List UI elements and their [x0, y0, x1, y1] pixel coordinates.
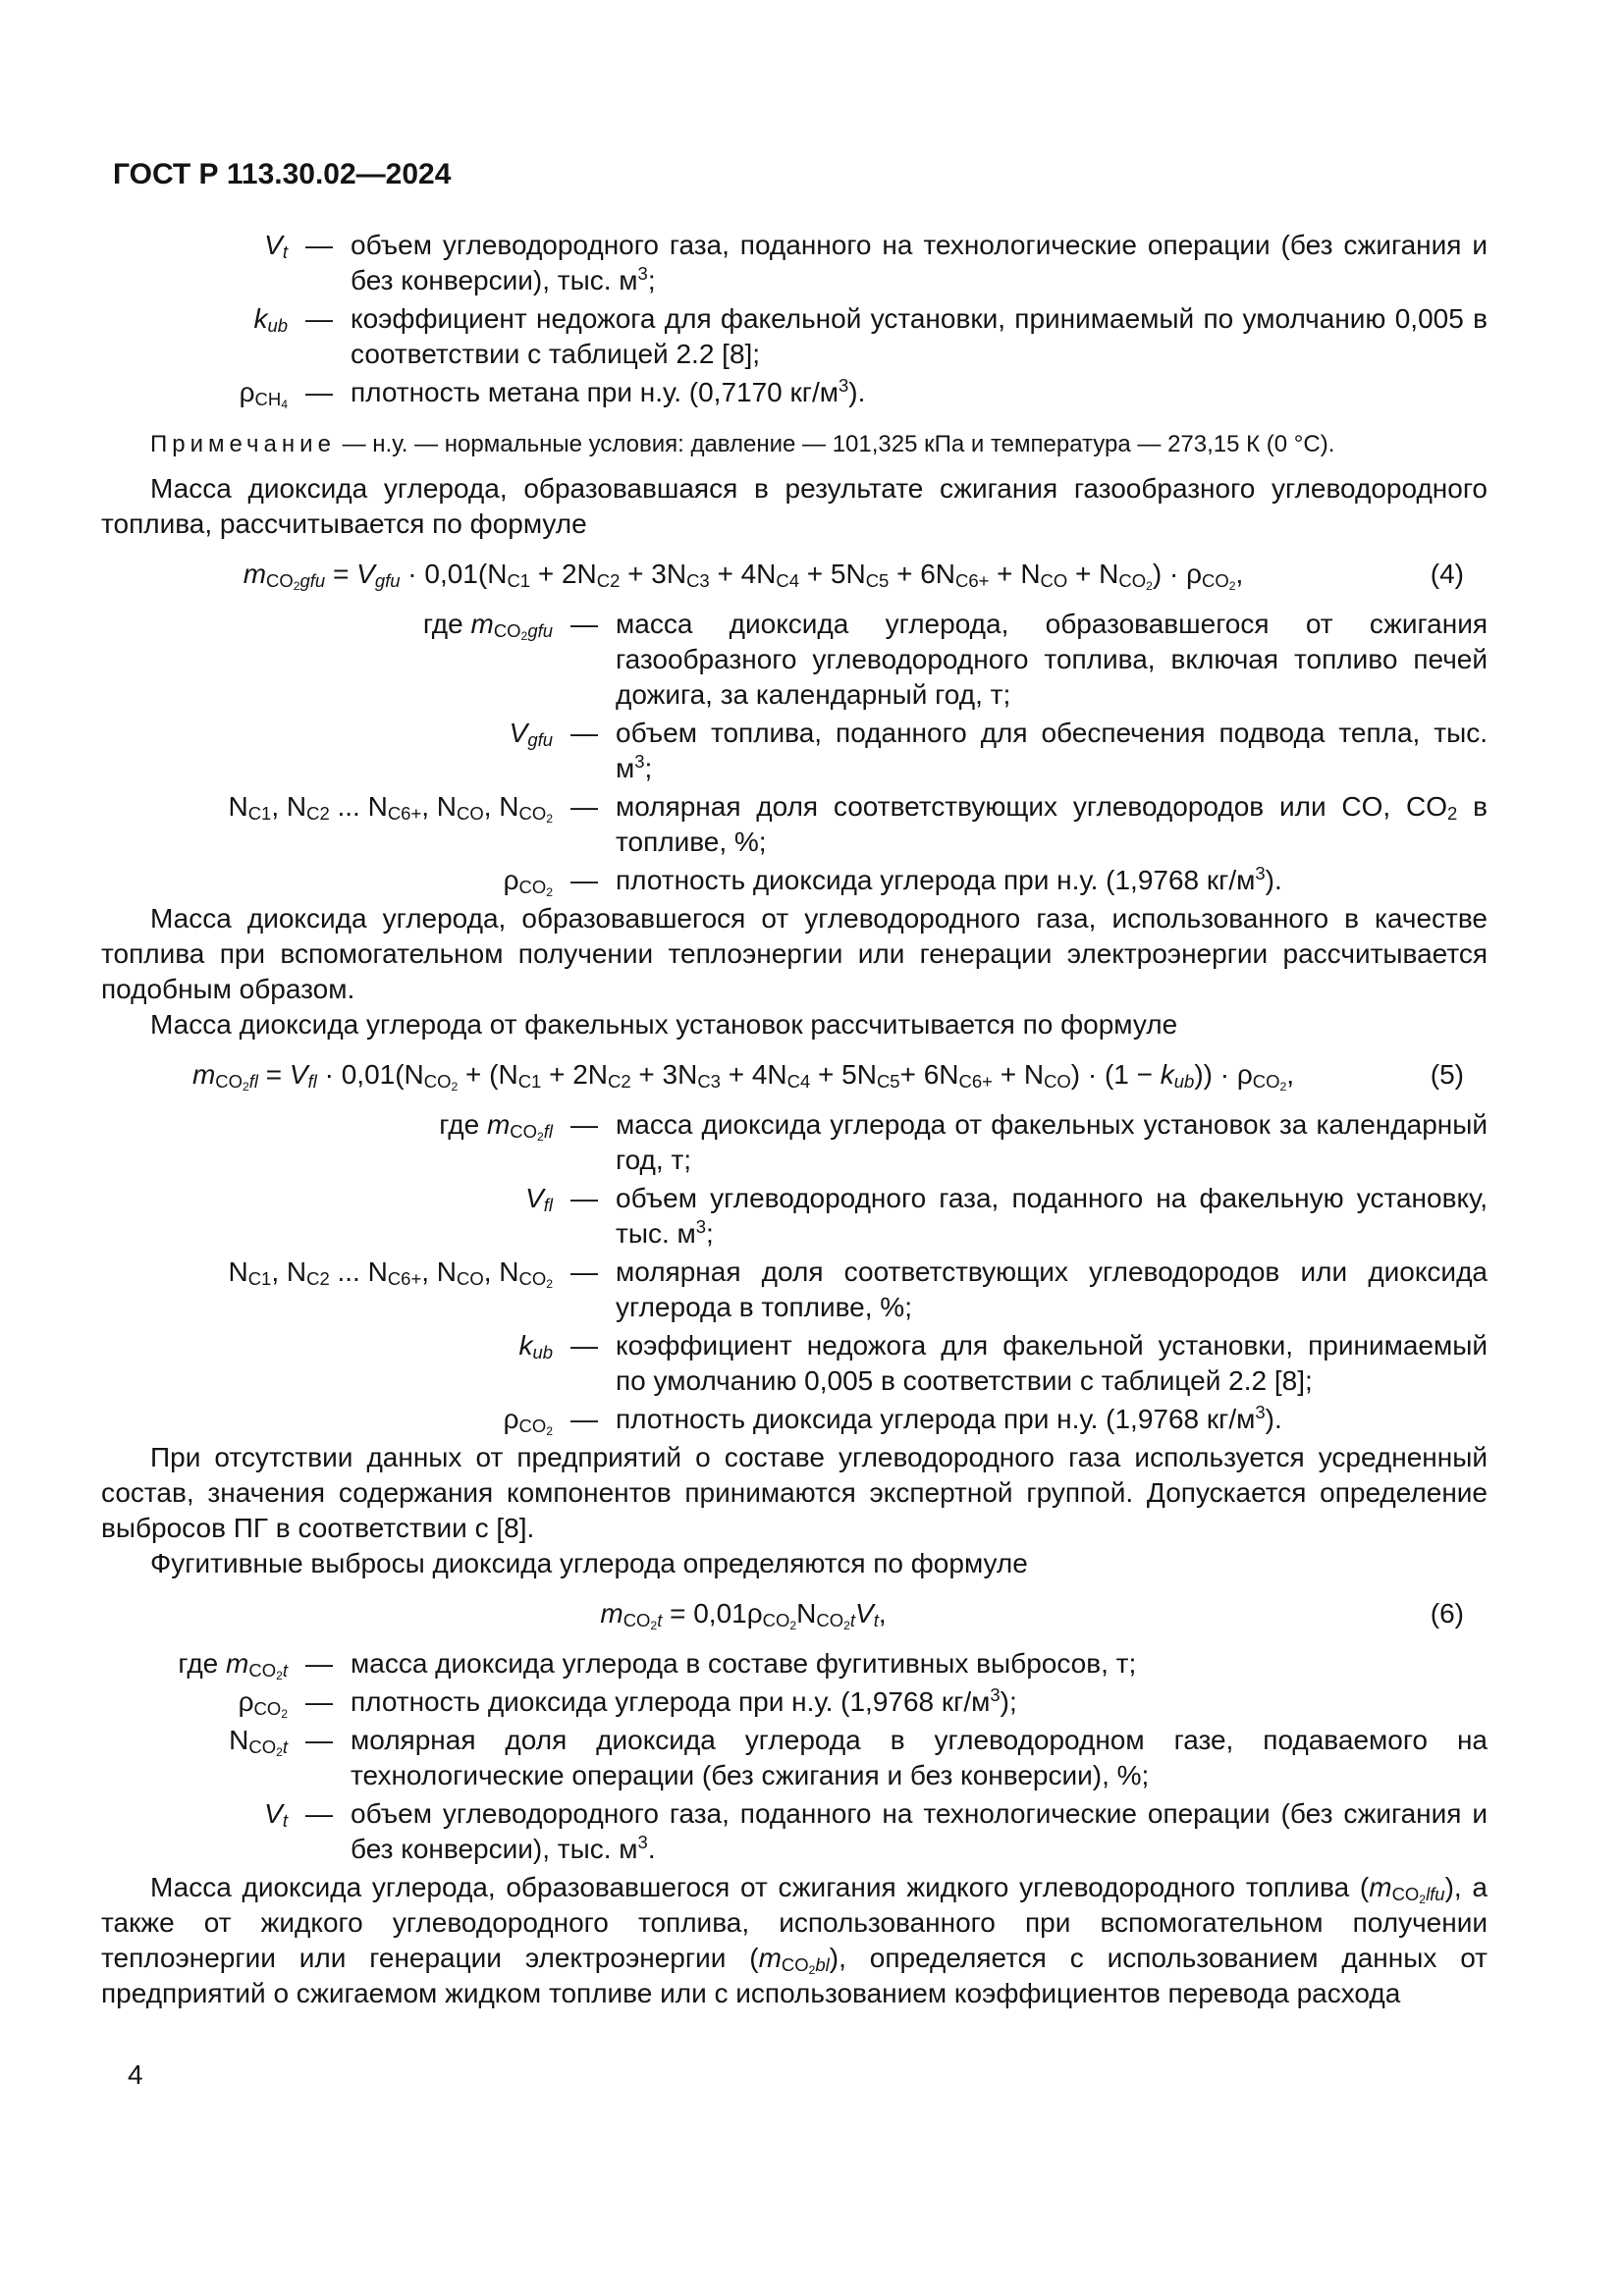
- definition-dash: —: [570, 718, 598, 748]
- definition-dash: —: [305, 1686, 333, 1717]
- definition-text: масса диоксида углерода от факельных установок за календарный год, т;: [616, 1109, 1488, 1175]
- definition-row: [101, 375, 1488, 410]
- definition-row: [101, 1328, 1488, 1399]
- definition-term: $k_{ub}$: [253, 303, 288, 337]
- definition-row: [101, 1255, 1488, 1325]
- definition-term: $V_{fl}$: [525, 1183, 553, 1216]
- definition-row: [101, 1796, 1488, 1867]
- formula-6-where-list: [101, 1646, 1488, 1867]
- definition-dash: —: [305, 1648, 333, 1679]
- definition-row: [101, 789, 1488, 860]
- definition-text: масса диоксида углерода в составе фугитивных выбросов, т;: [351, 1648, 1137, 1679]
- formula-4: [101, 552, 1488, 597]
- definition-text: плотность диоксида углерода при н.у. (1,9768 $кг/м^3$).: [616, 862, 1282, 895]
- definition-text: плотность метана при н.у. (0,7170 $кг/м^3$).: [351, 374, 866, 407]
- formula-4-number: (4): [1430, 559, 1464, 589]
- definition-row: [101, 228, 1488, 298]
- note-label: Примечание: [150, 431, 336, 457]
- definition-text: плотность диоксида углерода при н.у. (1,9768 $кг/м^3$);: [351, 1683, 1017, 1717]
- formula-6-number: (6): [1430, 1598, 1464, 1629]
- paragraph-flare-intro: Масса диоксида углерода от факельных установок рассчитывается по формуле: [150, 1009, 1178, 1040]
- definition-term: $V_{gfu}$: [509, 718, 553, 751]
- definition-term: $N_{C1}$, $N_{C2}$ ... $N_{C6+}$, $N_{CO}$, $N_{CO_2}$: [228, 1256, 553, 1291]
- definition-term: $V_t$: [264, 230, 288, 263]
- definition-dash: —: [570, 609, 598, 639]
- definition-text: молярная доля соответствующих углеводородов или диоксида углерода в топливе, %;: [616, 1256, 1488, 1322]
- paragraph-gas-fuel-intro: Масса диоксида углерода, образовавшаяся в результате сжигания газообразного углеводородного топлива, рассчитывается по формуле: [101, 473, 1488, 539]
- definition-dash: —: [570, 1183, 598, 1213]
- paragraph-aux-similar: Масса диоксида углерода, образовавшегося от углеводородного газа, использованного в качестве топлива при вспомогательном получении теплоэнергии или генерации электроэнергии рассчитывается подобным образом.: [101, 903, 1488, 1004]
- definition-row: [101, 1402, 1488, 1437]
- definition-term: $N_{CO_2t}$: [229, 1725, 288, 1759]
- definition-dash: —: [570, 1404, 598, 1434]
- formula-6: [101, 1591, 1488, 1636]
- definition-text: плотность диоксида углерода при н.у. (1,9768 $кг/м^3$).: [616, 1401, 1282, 1434]
- formula-4-where-list: [101, 607, 1488, 898]
- definition-text: коэффициент недожога для факельной установки, принимаемый по умолчанию 0,005 в соответствии с таблицей 2.2 [8];: [351, 303, 1488, 369]
- formula-5-number: (5): [1430, 1059, 1464, 1090]
- page-number: 4: [128, 2059, 143, 2090]
- doc-header: ГОСТ Р 113.30.02—2024: [113, 158, 452, 190]
- note-text: — н.у. — нормальные условия: давление — 101,325 кПа и температура — 273,15 К (0 °С).: [342, 431, 1335, 457]
- note: [101, 430, 1488, 459]
- definition-row: [101, 716, 1488, 786]
- definition-row: [101, 863, 1488, 898]
- definition-text: молярная доля соответствующих углеводородов или CO, $CO_2$ в топливе, %;: [616, 791, 1488, 857]
- definition-term: $\rho_{CO_2}$: [238, 1686, 288, 1721]
- definition-text: объем углеводородного газа, поданного на технологические операции (без сжигания и без конверсии), тыс. $м^3$.: [351, 1798, 1488, 1864]
- definition-term: где $m_{CO_2t}$: [178, 1648, 288, 1682]
- definition-row: [101, 1646, 1488, 1682]
- definition-dash: —: [570, 865, 598, 895]
- definition-term: $\rho_{CH_4}$: [239, 377, 288, 411]
- definition-term: $k_{ub}$: [518, 1330, 553, 1363]
- paragraph-no-data: При отсутствии данных от предприятий о составе углеводородного газа используется усредненный состав, значения содержания компонентов принимаются экспертной группой. Допускается определение выбросов ПГ в соответствии с [8].: [101, 1442, 1488, 1543]
- definition-row: [101, 1107, 1488, 1178]
- definition-text: молярная доля диоксида углерода в углеводородном газе, подаваемого на технологические операции (без сжигания и без конверсии), %;: [351, 1725, 1488, 1790]
- paragraph-liquid-fuel: Масса диоксида углерода, образовавшегося от сжигания жидкого углеводородного топлива $(m_{CO_2lfu})$, а также от жидкого углеводородного топлива, использованного при вспомогательном получении теплоэнергии или генерации электроэнергии $(m_{CO_2bl})$, определяется с использованием данных от предприятий о сжигаемом жидком топливе или с использованием коэффициентов перевода расхода: [101, 1872, 1489, 2008]
- definition-row: [101, 1723, 1488, 1793]
- definition-dash: —: [305, 1798, 333, 1829]
- definition-dash: —: [570, 1256, 598, 1287]
- definition-text: масса диоксида углерода, образовавшегося от сжигания газообразного углеводородного топлива, включая топливо печей дожига, за календарный год, т;: [616, 609, 1488, 710]
- definition-text: объем углеводородного газа, поданного на технологические операции (без сжигания и без конверсии), тыс. $м^3$;: [351, 230, 1488, 295]
- formula-6-expression: $m_{CO_2t} = 0,01\rho_{CO_2}N_{CO_2t}V_t$,: [600, 1598, 887, 1632]
- definition-dash: —: [305, 1725, 333, 1755]
- definition-dash: —: [570, 1109, 598, 1140]
- definition-row: [101, 1181, 1488, 1252]
- definition-dash: —: [305, 230, 333, 260]
- definition-text: объем углеводородного газа, поданного на факельную установку, тыс. $м^3$;: [616, 1183, 1488, 1249]
- definition-row: [101, 301, 1488, 372]
- definition-dash: —: [305, 377, 333, 407]
- definition-dash: —: [570, 1330, 598, 1361]
- definition-term: где $m_{CO_2gfu}$: [422, 609, 553, 643]
- definition-row: [101, 1684, 1488, 1720]
- definition-term: $V_t$: [264, 1798, 288, 1832]
- definition-term: $\rho_{CO_2}$: [503, 1404, 553, 1438]
- definition-term: $\rho_{CO_2}$: [503, 865, 553, 899]
- definition-term: где $m_{CO_2fl}$: [439, 1109, 553, 1144]
- formula-5-where-list: [101, 1107, 1488, 1437]
- definition-dash: —: [305, 303, 333, 334]
- definition-row: [101, 607, 1488, 713]
- paragraph-fugitive-intro: Фугитивные выбросы диоксида углерода определяются по формуле: [150, 1548, 1028, 1578]
- formula-5: [101, 1052, 1488, 1097]
- symbols-top-list: [101, 228, 1488, 410]
- formula-5-expression: $m_{CO_2fl} = V_{fl} \cdot 0,01(N_{CO_2} + (N_{C1} + 2N_{C2} + 3N_{C3} + 4N_{C4} + 5N_{C5}+ 6N_{C6+} + N_{CO}) \cdot (1 - k_{ub})) \cdot \rho_{CO_2}$,: [191, 1059, 1295, 1094]
- formula-4-expression: $m_{CO_2gfu} = V_{gfu} \cdot 0,01(N_{C1} + 2N_{C2} + 3N_{C3} + 4N_{C4} + 5N_{C5} + 6N_{C6+} + N_{CO} + N_{CO_2}) \cdot \rho_{CO_2}$,: [243, 559, 1244, 593]
- definition-text: коэффициент недожога для факельной установки, принимаемый по умолчанию 0,005 в соответствии с таблицей 2.2 [8];: [616, 1330, 1488, 1396]
- definition-dash: —: [570, 791, 598, 822]
- definition-text: объем топлива, поданного для обеспечения подвода тепла, тыс. $м^3$;: [616, 718, 1488, 783]
- definition-term: $N_{C1}$, $N_{C2}$ ... $N_{C6+}$, $N_{CO}$, $N_{CO_2}$: [228, 791, 553, 826]
